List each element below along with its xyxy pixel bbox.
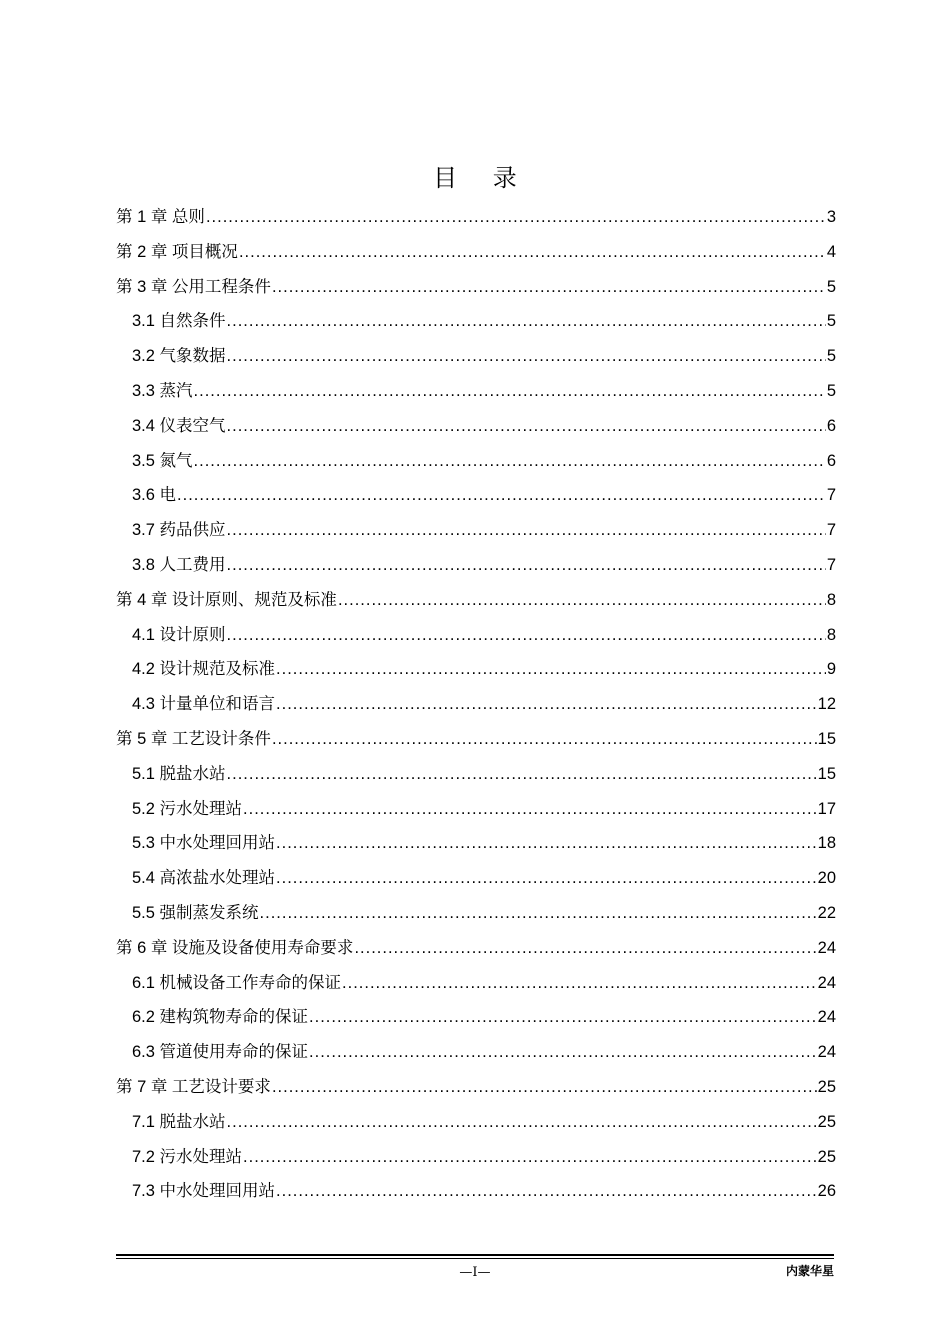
toc-entry[interactable] (116, 931, 836, 966)
toc-entry-page: 7 (826, 486, 836, 505)
toc-entry[interactable] (116, 1174, 836, 1209)
toc-entry[interactable] (116, 235, 836, 270)
toc-entry-label: 第 4 章 设计原则、规范及标准 (116, 590, 337, 609)
toc-entry-page: 5 (826, 312, 836, 331)
toc-entry[interactable] (116, 1070, 836, 1105)
toc-entry[interactable] (116, 1140, 836, 1175)
toc-entry-label: 5.3 中水处理回用站 (132, 834, 276, 853)
toc-dot-leader (354, 931, 816, 966)
toc-entry[interactable] (116, 513, 836, 548)
toc-entry[interactable] (116, 1035, 836, 1070)
toc-dot-leader (276, 1174, 817, 1209)
toc-entry-page: 3 (826, 208, 836, 226)
toc-dot-leader (227, 757, 817, 792)
toc-entry[interactable] (116, 304, 836, 339)
toc-entry-page: 15 (817, 764, 836, 783)
footer-rule-thick (116, 1254, 834, 1256)
toc-dot-leader (227, 409, 826, 444)
toc-entry[interactable] (116, 200, 836, 235)
toc-dot-leader (260, 896, 817, 931)
toc-entry-page: 25 (817, 1147, 836, 1166)
toc-entry-page: 7 (826, 521, 836, 540)
toc-entry-page: 18 (817, 834, 836, 853)
toc-entry-page: 20 (817, 869, 836, 888)
toc-dot-leader (272, 722, 817, 757)
toc-dot-leader (276, 861, 817, 896)
toc-dot-leader (243, 792, 817, 827)
toc-entry[interactable] (116, 687, 836, 722)
toc-entry-label: 6.3 管道使用寿命的保证 (132, 1043, 309, 1062)
toc-entry-page: 5 (826, 381, 836, 400)
toc-entry-label: 第 5 章 工艺设计条件 (116, 729, 271, 748)
toc-entry-page: 17 (817, 799, 836, 818)
toc-entry[interactable] (116, 618, 836, 653)
toc-entry[interactable] (116, 966, 836, 1001)
toc-dot-leader (227, 618, 826, 653)
toc-entry-page: 6 (826, 451, 836, 470)
toc-entry-page: 5 (826, 277, 836, 296)
toc-entry[interactable] (116, 339, 836, 374)
toc-entry-page: 9 (826, 660, 836, 679)
toc-entry-label: 3.1 自然条件 (132, 312, 226, 331)
toc-entry-label: 5.4 高浓盐水处理站 (132, 869, 276, 888)
toc-dot-leader (272, 1070, 817, 1105)
toc-entry[interactable] (116, 757, 836, 792)
toc-entry[interactable] (116, 1105, 836, 1140)
toc-entry-page: 8 (826, 625, 836, 644)
toc-entry-label: 3.8 人工费用 (132, 555, 226, 574)
toc-entry-page: 24 (817, 938, 836, 957)
toc-entry[interactable] (116, 792, 836, 827)
toc-entry-page: 24 (817, 1043, 836, 1062)
toc-entry-label: 3.7 药品供应 (132, 521, 226, 540)
toc-entry-label: 3.4 仪表空气 (132, 416, 226, 435)
toc-dot-leader (227, 513, 826, 548)
toc-entry-label: 7.2 污水处理站 (132, 1147, 243, 1166)
toc-entry-label: 4.3 计量单位和语言 (132, 695, 276, 714)
toc-entry-page: 24 (817, 1008, 836, 1027)
toc-entry-page: 8 (826, 590, 836, 609)
toc-entry-label: 第 2 章 项目概况 (116, 242, 238, 261)
toc-entry-page: 7 (826, 555, 836, 574)
toc-entry[interactable] (116, 722, 836, 757)
toc-dot-leader (239, 235, 826, 270)
toc-entry-page: 5 (826, 347, 836, 366)
toc-entry-page: 6 (826, 416, 836, 435)
toc-entry-page: 12 (817, 695, 836, 714)
toc-entry-label: 第 7 章 工艺设计要求 (116, 1077, 271, 1096)
toc-dot-leader (243, 1140, 817, 1175)
toc-entry-label: 3.6 电 (132, 486, 177, 505)
toc-entry[interactable] (116, 652, 836, 687)
toc-entry[interactable] (116, 583, 836, 618)
toc-entry-page: 26 (817, 1182, 836, 1201)
toc-entry-label: 第 3 章 公用工程条件 (116, 277, 271, 296)
toc-dot-leader (272, 270, 826, 305)
toc-entry-label: 4.1 设计原则 (132, 625, 226, 644)
toc-entry[interactable] (116, 826, 836, 861)
toc-entry-page: 22 (817, 903, 836, 922)
toc-entry-label: 6.1 机械设备工作寿命的保证 (132, 973, 342, 992)
toc-entry-label: 第 6 章 设施及设备使用寿命要求 (116, 938, 354, 957)
company-name: 内蒙华星 (785, 1264, 834, 1278)
toc-entry-page: 24 (817, 973, 836, 992)
toc-entry-label: 3.5 氮气 (132, 451, 193, 470)
toc-dot-leader (194, 374, 826, 409)
toc-entry[interactable] (116, 861, 836, 896)
toc-entry[interactable] (116, 444, 836, 479)
toc-entry-label: 3.3 蒸汽 (132, 381, 193, 400)
toc-entry-label: 3.2 气象数据 (132, 347, 226, 366)
toc-dot-leader (227, 548, 826, 583)
toc-dot-leader (342, 966, 817, 1001)
toc-dot-leader (177, 478, 826, 513)
toc-entry-page: 15 (817, 729, 836, 748)
toc-dot-leader (276, 652, 826, 687)
page-number: —I— (459, 1265, 491, 1280)
toc-entry-page: 25 (817, 1112, 836, 1131)
toc-entry-page: 4 (826, 242, 836, 261)
toc-entry[interactable] (116, 896, 836, 931)
toc-dot-leader (309, 1000, 817, 1035)
toc-dot-leader (206, 200, 826, 235)
toc-dot-leader (276, 687, 817, 722)
toc-entry-label: 7.3 中水处理回用站 (132, 1182, 276, 1201)
toc-entry[interactable] (116, 270, 836, 305)
toc-entry-label: 7.1 脱盐水站 (132, 1112, 226, 1131)
toc-dot-leader (276, 826, 817, 861)
toc-entry-label: 5.2 污水处理站 (132, 799, 243, 818)
footer-rule-thin (116, 1258, 834, 1259)
toc-entry[interactable] (116, 478, 836, 513)
toc-entry-label: 第 1 章 总则 (116, 208, 205, 226)
toc-dot-leader (338, 583, 826, 618)
toc-entry[interactable] (116, 374, 836, 409)
toc-entry[interactable] (116, 548, 836, 583)
toc-entry-page: 25 (817, 1077, 836, 1096)
table-of-contents (116, 200, 836, 1209)
toc-entry[interactable] (116, 1000, 836, 1035)
toc-entry-label: 4.2 设计规范及标准 (132, 660, 276, 679)
toc-entry[interactable] (116, 409, 836, 444)
toc-dot-leader (194, 444, 826, 479)
toc-dot-leader (227, 1105, 817, 1140)
toc-entry-label: 5.5 强制蒸发系统 (132, 903, 259, 922)
toc-dot-leader (227, 339, 826, 374)
toc-entry-label: 5.1 脱盐水站 (132, 764, 226, 783)
toc-dot-leader (309, 1035, 817, 1070)
toc-entry-label: 6.2 建构筑物寿命的保证 (132, 1008, 309, 1027)
toc-dot-leader (227, 304, 826, 339)
page-title: 目 录 (433, 164, 531, 192)
